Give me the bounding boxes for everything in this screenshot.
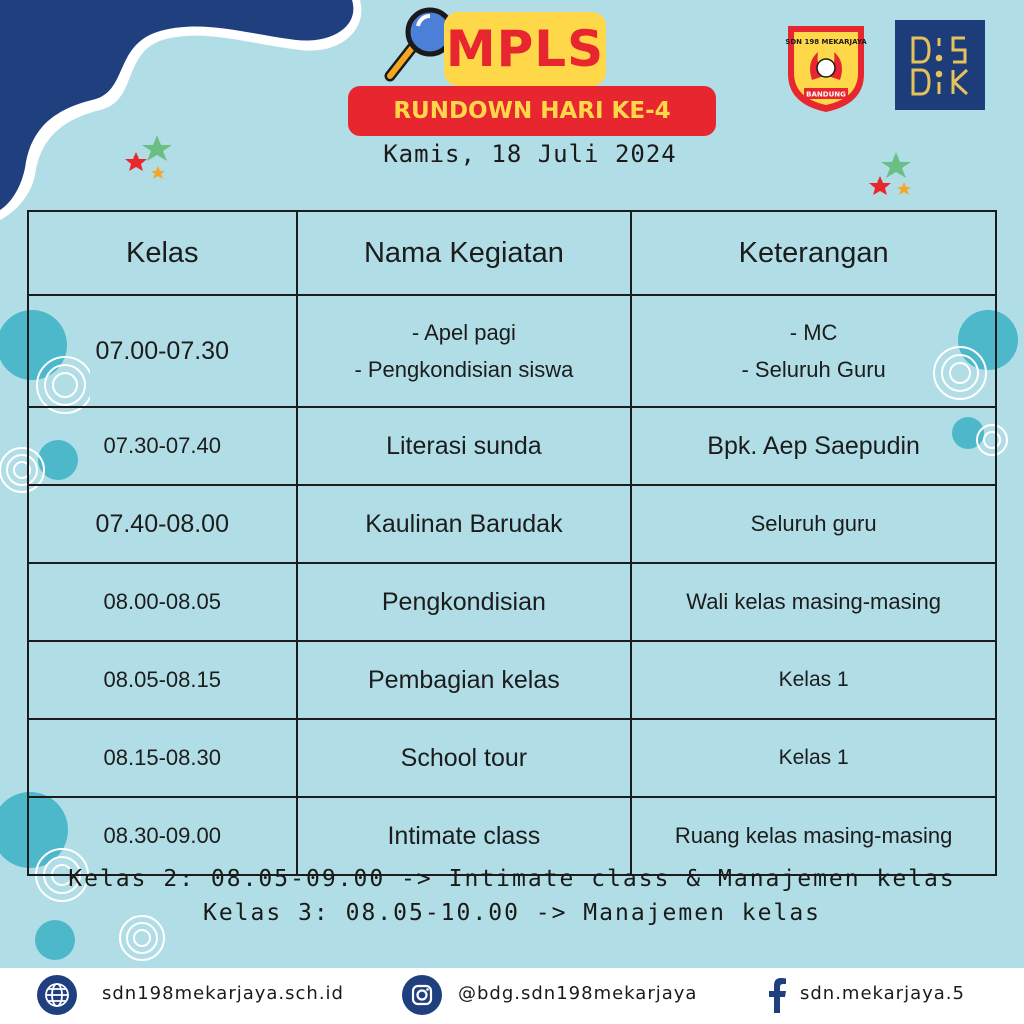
column-header-keterangan: Keterangan bbox=[631, 211, 996, 295]
facebook-link[interactable]: sdn.mekarjaya.5 bbox=[800, 983, 965, 1004]
note-cell: Kelas 1 bbox=[631, 719, 996, 797]
star-icon bbox=[866, 150, 918, 202]
activity-cell: Literasi sunda bbox=[297, 407, 632, 485]
activity-cell: Kaulinan Barudak bbox=[297, 485, 632, 563]
globe-icon[interactable] bbox=[37, 975, 77, 1015]
page-subtitle: RUNDOWN HARI KE-4 bbox=[348, 86, 716, 136]
activity-line: - Pengkondisian siswa bbox=[354, 357, 574, 382]
activity-cell: Intimate class bbox=[297, 797, 632, 875]
note-cell: Seluruh guru bbox=[631, 485, 996, 563]
star-icon bbox=[122, 130, 174, 182]
column-header-nama-kegiatan: Nama Kegiatan bbox=[297, 211, 632, 295]
disdik-logo bbox=[895, 20, 985, 110]
website-link[interactable]: sdn198mekarjaya.sch.id bbox=[102, 983, 344, 1004]
class-note: Kelas 3: 08.05-10.00 -> Manajemen kelas bbox=[202, 900, 822, 926]
note-cell: Ruang kelas masing-masing bbox=[631, 797, 996, 875]
time-cell: 07.00-07.30 bbox=[28, 295, 297, 407]
facebook-icon[interactable] bbox=[758, 975, 798, 1015]
activity-cell: Pembagian kelas bbox=[297, 641, 632, 719]
instagram-link[interactable]: @bdg.sdn198mekarjaya bbox=[458, 983, 698, 1004]
table-row bbox=[28, 797, 996, 875]
time-cell: 08.00-08.05 bbox=[28, 563, 297, 641]
note-line: - MC bbox=[789, 320, 838, 345]
activity-line: - Apel pagi bbox=[411, 320, 516, 345]
note-cell: Wali kelas masing-masing bbox=[631, 563, 996, 641]
time-cell: 07.30-07.40 bbox=[28, 407, 297, 485]
time-cell: 07.40-08.00 bbox=[28, 485, 297, 563]
page-title: MPLS bbox=[445, 20, 605, 78]
class-note: Kelas 2: 08.05-09.00 -> Intimate class & Manajemen kelas bbox=[68, 866, 956, 892]
time-cell: 08.15-08.30 bbox=[28, 719, 297, 797]
instagram-icon[interactable] bbox=[402, 975, 442, 1015]
event-date: Kamis, 18 Juli 2024 bbox=[383, 140, 677, 168]
corner-wave-decoration bbox=[0, 0, 380, 225]
table-row bbox=[28, 719, 996, 797]
activity-cell: School tour bbox=[297, 719, 632, 797]
note-cell bbox=[631, 295, 996, 407]
table-header-row bbox=[28, 211, 996, 295]
table-row bbox=[28, 641, 996, 719]
time-cell: 08.30-09.00 bbox=[28, 797, 297, 875]
svg-text:BANDUNG: BANDUNG bbox=[806, 90, 846, 99]
time-cell: 08.05-08.15 bbox=[28, 641, 297, 719]
column-header-kelas: Kelas bbox=[28, 211, 297, 295]
school-logo bbox=[778, 18, 874, 114]
table-row bbox=[28, 295, 996, 407]
table-row bbox=[28, 563, 996, 641]
activity-cell: Pengkondisian bbox=[297, 563, 632, 641]
schedule-table bbox=[27, 210, 997, 876]
note-cell: Kelas 1 bbox=[631, 641, 996, 719]
svg-text:SDN 198 MEKARJAYA: SDN 198 MEKARJAYA bbox=[785, 38, 867, 46]
table-row bbox=[28, 485, 996, 563]
table-row bbox=[28, 407, 996, 485]
activity-cell bbox=[297, 295, 632, 407]
note-line: - Seluruh Guru bbox=[741, 357, 886, 382]
note-cell: Bpk. Aep Saepudin bbox=[631, 407, 996, 485]
